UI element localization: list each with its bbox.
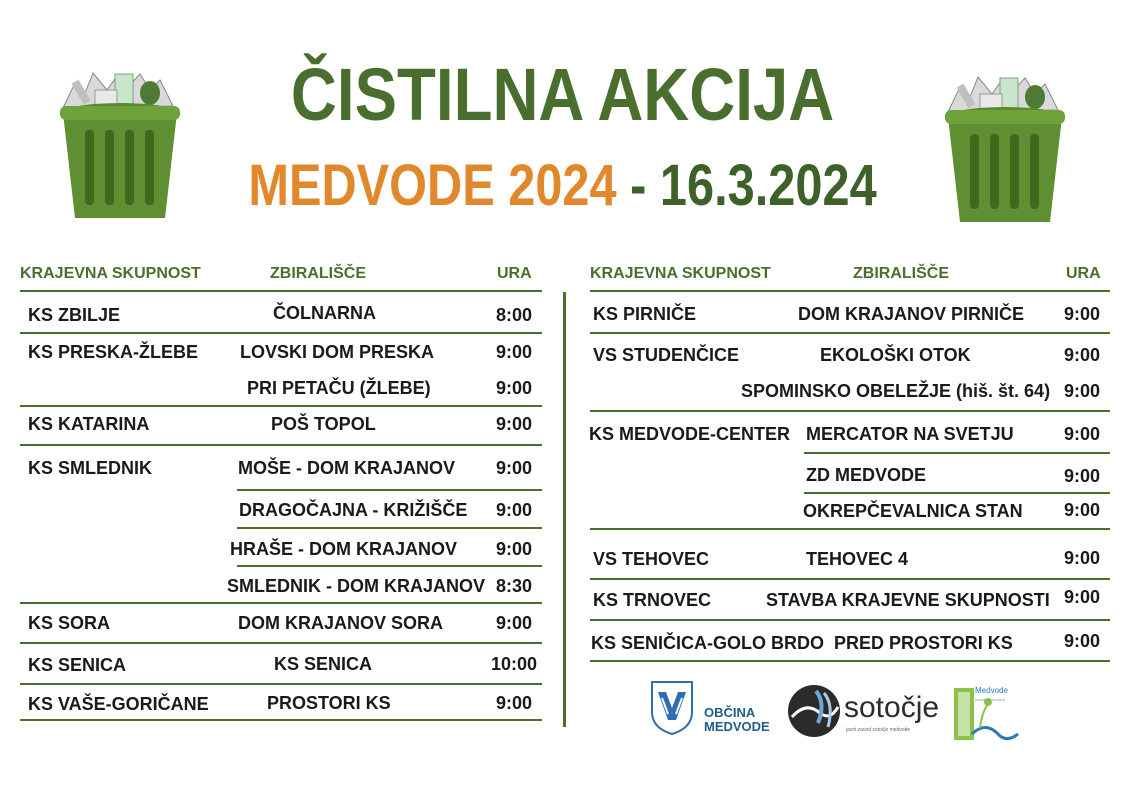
right-row-community: KS TRNOVEC — [593, 590, 712, 610]
left-row-community: KS SENICA — [28, 655, 127, 675]
left-row-time: 9:00 — [496, 613, 533, 633]
right-row-rule — [590, 619, 1110, 621]
left-header-time: URA — [497, 265, 532, 282]
sotocje-name: sotočje — [844, 691, 940, 724]
right-header-rule — [590, 290, 1110, 292]
right-row-point: TEHOVEC 4 — [806, 549, 909, 569]
left-header-community: KRAJEVNA SKUPNOST — [20, 265, 201, 282]
right-row-point: EKOLOŠKI OTOK — [820, 345, 971, 365]
right-row-time: 9:00 — [1064, 587, 1101, 607]
medvode-brand: Medvode — [975, 686, 1008, 695]
left-row-point: LOVSKI DOM PRESKA — [240, 342, 435, 362]
table-divider — [563, 292, 566, 727]
right-row-rule — [590, 578, 1110, 580]
left-row-community: KS VAŠE-GORIČANE — [28, 694, 209, 714]
left-row-rule — [20, 444, 542, 446]
right-sub-rule — [804, 492, 1110, 494]
right-header-time: URA — [1066, 265, 1101, 282]
left-row-community: KS PRESKA-ŽLEBE — [28, 342, 199, 362]
left-row-rule — [20, 683, 542, 685]
left-row-time: 9:00 — [496, 500, 533, 520]
left-row-point: SMLEDNIK - DOM KRAJANOV — [227, 576, 486, 596]
right-row-community: KS MEDVODE-CENTER — [589, 424, 791, 444]
left-row-time: 8:00 — [496, 305, 533, 325]
right-row-community: KS PIRNIČE — [593, 304, 697, 324]
left-sub-rule — [237, 489, 542, 491]
right-row-point: DOM KRAJANOV PIRNIČE — [798, 304, 1025, 324]
obcina-medvode-logo — [648, 678, 773, 738]
left-row-time: 9:00 — [496, 458, 533, 478]
right-row-time: 9:00 — [1064, 424, 1101, 444]
right-row-time: 9:00 — [1064, 500, 1101, 520]
right-row-point: MERCATOR NA SVETJU — [806, 424, 1014, 444]
left-row-point: HRAŠE - DOM KRAJANOV — [230, 539, 458, 559]
right-row-rule — [590, 410, 1110, 412]
left-row-time: 9:00 — [496, 342, 533, 362]
right-row-time: 9:00 — [1064, 304, 1101, 324]
left-row-point: MOŠE - DOM KRAJANOV — [238, 458, 456, 478]
obcina-name-line2: MEDVODE — [704, 719, 770, 734]
page-title: ČISTILNA AKCIJA — [290, 53, 835, 136]
right-header-point: ZBIRALIŠČE — [853, 265, 949, 282]
left-row-community: KS KATARINA — [28, 414, 150, 434]
right-row-time: 9:00 — [1064, 631, 1101, 651]
left-row-community: KS SORA — [28, 613, 111, 633]
right-row-community: KS SENIČICA-GOLO BRDO — [591, 633, 825, 653]
right-row-point: OKREPČEVALNICA STAN — [803, 501, 1023, 521]
left-row-time: 9:00 — [496, 539, 533, 559]
medvode-tagline: turistično društvo — [975, 697, 1006, 702]
obcina-crest-icon — [648, 678, 696, 736]
left-row-point: PRI PETAČU (ŽLEBE) — [247, 378, 431, 398]
left-row-point: DOM KRAJANOV SORA — [238, 613, 444, 633]
right-header-community: KRAJEVNA SKUPNOST — [590, 265, 771, 282]
medvode-tourism-logo — [952, 684, 1042, 746]
left-row-time: 10:00 — [491, 654, 538, 674]
right-row-time: 9:00 — [1064, 466, 1101, 486]
left-row-community: KS ZBILJE — [28, 305, 121, 325]
left-row-rule — [20, 719, 542, 721]
left-row-time: 9:00 — [496, 378, 533, 398]
left-row-time: 9:00 — [496, 693, 533, 713]
right-row-point: PRED PROSTORI KS — [834, 633, 1013, 653]
right-row-time: 9:00 — [1064, 381, 1101, 401]
left-row-point: DRAGOČAJNA - KRIŽIŠČE — [239, 500, 468, 520]
right-row-point: STAVBA KRAJEVNE SKUPNOSTI — [766, 590, 1050, 610]
sotocje-tagline: javni zavod sotočje medvode — [846, 727, 911, 733]
subtitle-place: MEDVODE 2024 — [248, 153, 617, 218]
left-row-point: PROSTORI KS — [267, 693, 391, 713]
right-row-community: VS TEHOVEC — [593, 549, 710, 569]
left-row-time: 8:30 — [496, 576, 533, 596]
right-row-time: 9:00 — [1064, 345, 1101, 365]
right-row-rule — [590, 660, 1110, 662]
right-sub-rule — [804, 452, 1110, 454]
right-row-community: VS STUDENČICE — [593, 345, 740, 365]
left-row-rule — [20, 602, 542, 604]
left-row-rule — [20, 405, 542, 407]
left-row-point: ČOLNARNA — [273, 303, 376, 323]
left-sub-rule — [237, 565, 542, 567]
right-row-rule — [590, 332, 1110, 334]
page-subtitle — [90, 152, 1036, 219]
left-row-point: POŠ TOPOL — [271, 414, 376, 434]
obcina-name-line1: OBČINA — [704, 705, 756, 720]
left-row-community: KS SMLEDNIK — [28, 458, 153, 478]
right-row-rule — [590, 528, 1110, 530]
subtitle-separator: - — [616, 153, 660, 218]
sotocje-logo — [786, 683, 946, 739]
left-header-point: ZBIRALIŠČE — [270, 265, 366, 282]
subtitle-date: 16.3.2024 — [659, 153, 877, 218]
left-row-rule — [20, 642, 542, 644]
right-row-point: SPOMINSKO OBELEŽJE (hiš. št. 64) — [741, 381, 1051, 401]
left-sub-rule — [237, 527, 542, 529]
right-row-point: ZD MEDVODE — [806, 465, 927, 485]
sotocje-wave-icon — [786, 683, 842, 739]
left-row-time: 9:00 — [496, 414, 533, 434]
left-row-point: KS SENICA — [274, 654, 373, 674]
left-row-rule — [20, 332, 542, 334]
left-header-rule — [20, 290, 542, 292]
right-row-time: 9:00 — [1064, 548, 1101, 568]
